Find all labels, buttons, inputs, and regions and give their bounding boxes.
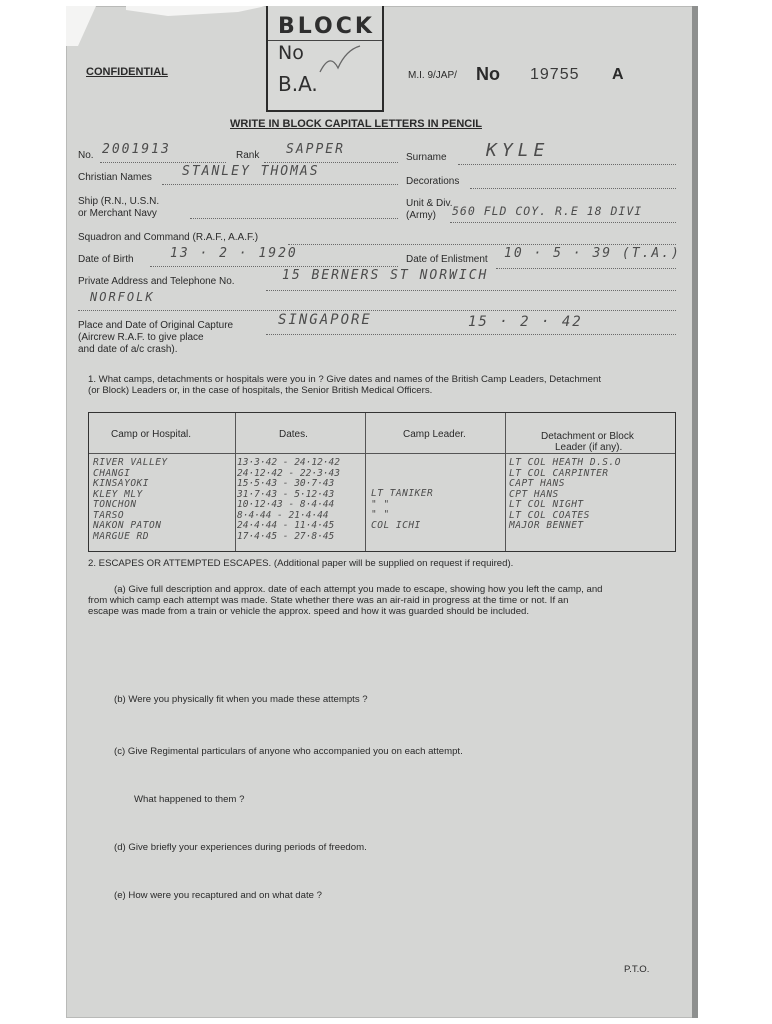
- table-cell-leader: COL ICHI: [371, 519, 421, 531]
- table-cell-detachment: CPT HANS: [509, 488, 559, 500]
- table-column-leaders: [371, 489, 433, 531]
- address-value: 15 BERNERS ST NORWICH: [282, 268, 489, 283]
- address-label: Private Address and Telephone No.: [78, 276, 235, 287]
- stamp-no-text: No: [278, 42, 304, 64]
- question-2b: (b) Were you physically fit when you made these attempts ?: [114, 694, 368, 705]
- torn-edge-top: [126, 6, 266, 16]
- table-cell-dates: 24·4·44 - 11·4·45: [237, 520, 335, 531]
- address-value-line2: NORFOLK: [90, 290, 155, 304]
- table-cell-camp: RIVER VALLEY: [93, 457, 168, 468]
- stamp-initial-mark: [316, 42, 366, 82]
- table-header-leader: Camp Leader.: [403, 429, 466, 440]
- table-column-detachment: [509, 458, 621, 532]
- question-1-line2: (or Block) Leaders or, in the case of hospitals, the Senior British Medical Officers.: [88, 385, 433, 396]
- table-cell-leader: " ": [371, 498, 390, 510]
- table-cell-dates: 24·12·42 - 22·3·43: [237, 467, 340, 479]
- decorations-label: Decorations: [406, 176, 460, 187]
- question-1-line1: 1. What camps, detachments or hospitals were you in ? Give dates and names of the British Camp Leaders, Detachment: [88, 374, 601, 385]
- christian-names-value: STANLEY THOMAS: [182, 164, 320, 179]
- date-of-enlistment-label: Date of Enlistment: [406, 254, 488, 265]
- table-cell-detachment: LT COL NIGHT: [509, 499, 584, 510]
- table-cell-leader: " ": [371, 509, 390, 520]
- surname-value: KYLE: [486, 140, 550, 161]
- torn-corner: [66, 6, 96, 46]
- squadron-label: Squadron and Command (R.A.F., A.A.F.): [78, 232, 259, 243]
- table-header-detachment-1: Detachment or Block: [541, 431, 634, 442]
- please-turn-over: P.T.O.: [624, 964, 650, 975]
- question-2a-line1: (a) Give full description and approx. date of each attempt you made to escape, showing how you left the camp, and: [114, 584, 603, 595]
- table-cell-camp: KLEY MLY: [93, 488, 143, 500]
- date-of-enlistment-value: 10 · 5 · 39 (T.A.): [504, 246, 681, 261]
- question-2a-line2: from which camp each attempt was made. State whether there was an air-raid in progress at the time or not. If an: [88, 595, 569, 606]
- stamp-ba-text: B.A.: [278, 72, 318, 96]
- table-cell-dates: 13·3·42 - 24·12·42: [237, 457, 340, 468]
- table-cell-camp: KINSAYOKI: [93, 478, 149, 489]
- table-cell-dates: 17·4·45 - 27·8·45: [237, 530, 335, 542]
- service-no-label: No.: [78, 150, 94, 161]
- unit-value: 560 FLD COY. R.E 18 DIVI: [452, 204, 643, 218]
- page-title: WRITE IN BLOCK CAPITAL LETTERS IN PENCIL: [230, 118, 482, 130]
- table-cell-detachment: CAPT HANS: [509, 478, 565, 489]
- table-column-dates: [237, 458, 340, 542]
- stamp-block-text: BLOCK: [278, 14, 375, 39]
- table-column-camps: [93, 458, 168, 542]
- table-cell-dates: 10·12·43 - 8·4·44: [237, 499, 335, 510]
- table-cell-camp: MARGUE RD: [93, 530, 149, 542]
- capture-note-line2: and date of a/c crash).: [78, 344, 178, 355]
- table-cell-dates: 31·7·43 - 5·12·43: [237, 488, 335, 500]
- capture-label: Place and Date of Original Capture: [78, 320, 234, 331]
- reference-label: M.I. 9/JAP/: [408, 70, 457, 81]
- capture-place-value: SINGAPORE: [278, 312, 372, 328]
- document-suffix: A: [612, 66, 624, 83]
- service-no-value: 2001913: [102, 142, 171, 157]
- table-cell-detachment: LT COL CARPINTER: [509, 467, 609, 479]
- table-header-dates: Dates.: [279, 429, 308, 440]
- table-cell-dates: 15·5·43 - 30·7·43: [237, 478, 335, 489]
- table-cell-camp: TONCHON: [93, 499, 137, 510]
- table-cell-leader: LT TANIKER: [371, 488, 434, 499]
- block-stamp: [266, 6, 384, 112]
- unit-label-line1: Unit & Div.: [406, 198, 453, 209]
- christian-names-label: Christian Names: [78, 172, 152, 183]
- question-2e: (e) How were you recaptured and on what date ?: [114, 890, 322, 901]
- unit-label-line2: (Army): [406, 210, 436, 221]
- question-2c: (c) Give Regimental particulars of anyone who accompanied you on each attempt.: [114, 746, 463, 757]
- capture-date-value: 15 · 2 · 42: [468, 314, 583, 330]
- date-of-birth-value: 13 · 2 · 1920: [170, 246, 298, 261]
- table-cell-camp: NAKON PATON: [93, 520, 162, 531]
- table-cell-camp: CHANGI: [93, 467, 131, 479]
- question-2c-followup: What happened to them ?: [134, 794, 245, 805]
- table-cell-detachment: LT COL HEATH D.S.O: [509, 457, 621, 468]
- question-2-heading: 2. ESCAPES OR ATTEMPTED ESCAPES. (Additional paper will be supplied on request if required).: [88, 558, 514, 569]
- confidential-label: CONFIDENTIAL: [86, 66, 168, 78]
- ship-label-line1: Ship (R.N., U.S.N.: [78, 196, 160, 207]
- table-header-camp: Camp or Hospital.: [111, 429, 192, 440]
- number-label: No: [476, 64, 500, 84]
- table-cell-dates: 8·4·44 - 21·4·44: [237, 509, 329, 521]
- table-header-detachment-2: Leader (if any).: [555, 442, 623, 453]
- camps-table: [88, 412, 676, 552]
- rank-label: Rank: [236, 150, 260, 161]
- rank-value: SAPPER: [286, 142, 345, 157]
- page-edge-shadow: [692, 6, 698, 1018]
- document-page: [66, 6, 698, 1018]
- table-cell-detachment: MAJOR BENNET: [509, 520, 584, 531]
- capture-note-line1: (Aircrew R.A.F. to give place: [78, 332, 204, 343]
- question-2a-line3: escape was made from a train or vehicle the approx. speed and how it was guarded should be included.: [88, 606, 530, 617]
- table-cell-detachment: LT COL COATES: [509, 509, 590, 521]
- question-2d: (d) Give briefly your experiences during periods of freedom.: [114, 842, 367, 853]
- date-of-birth-label: Date of Birth: [78, 254, 134, 265]
- surname-label: Surname: [406, 152, 447, 163]
- document-number: 19755: [530, 66, 580, 83]
- ship-label-line2: or Merchant Navy: [78, 208, 157, 219]
- table-cell-camp: TARSO: [93, 509, 125, 521]
